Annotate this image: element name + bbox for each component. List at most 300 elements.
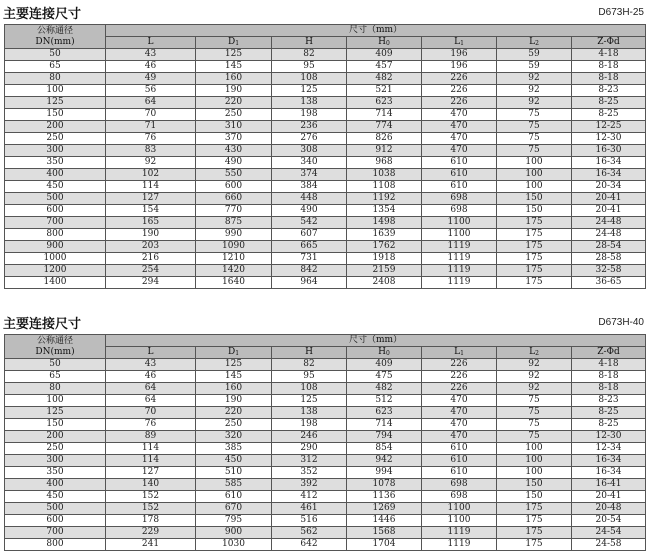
table-cell: 100 — [497, 443, 572, 455]
table-cell: 1119 — [422, 253, 497, 265]
column-header-letter: H — [378, 37, 387, 47]
table-cell: 250 — [196, 419, 272, 431]
table-cell: 795 — [196, 515, 272, 527]
table-cell: 610 — [422, 181, 497, 193]
table-cell: 226 — [422, 85, 497, 97]
dn-header-line2: DN(mm) — [35, 36, 75, 47]
table-cell: 964 — [272, 277, 347, 289]
table-cell: 145 — [196, 371, 272, 383]
table-cell: 8-25 — [572, 419, 646, 431]
table-cell: 448 — [272, 193, 347, 205]
table-cell: 100 — [497, 467, 572, 479]
table-cell: 114 — [106, 181, 196, 193]
table-cell: 216 — [106, 253, 196, 265]
table-cell: 842 — [272, 265, 347, 277]
table-row — [5, 407, 646, 419]
section-title: 主要连接尺寸 — [3, 317, 82, 332]
column-header-letter: H — [378, 347, 387, 357]
table-cell: 92 — [106, 157, 196, 169]
table-row — [5, 109, 646, 121]
column-header: Z-Φd — [572, 37, 646, 49]
table-cell: 190 — [106, 229, 196, 241]
table-cell: 152 — [106, 491, 196, 503]
table-row — [5, 479, 646, 491]
table-row — [5, 61, 646, 73]
table-cell: 1136 — [347, 491, 422, 503]
table-cell: 20-34 — [572, 181, 646, 193]
dn-cell: 50 — [5, 49, 106, 61]
table-cell: 92 — [497, 383, 572, 395]
column-header: L — [106, 37, 196, 49]
table-row — [5, 443, 646, 455]
dn-cell: 350 — [5, 467, 106, 479]
table-cell: 1119 — [422, 527, 497, 539]
model-code: D673H-40 — [598, 317, 644, 328]
column-header-subscript: 2 — [535, 350, 539, 357]
header-row — [5, 25, 646, 37]
table-cell: 196 — [422, 49, 497, 61]
table-row — [5, 395, 646, 407]
column-header — [196, 37, 272, 49]
dimension-header: 尺寸（mm） — [106, 335, 646, 347]
table-cell: 196 — [422, 61, 497, 73]
column-header-letter: L — [529, 347, 536, 357]
table-cell: 127 — [106, 193, 196, 205]
column-header — [497, 347, 572, 359]
table-cell: 990 — [196, 229, 272, 241]
table-cell: 470 — [422, 419, 497, 431]
table-cell: 20-41 — [572, 491, 646, 503]
table-row — [5, 539, 646, 551]
table-cell: 92 — [497, 73, 572, 85]
table-cell: 28-58 — [572, 253, 646, 265]
table-cell: 1100 — [422, 217, 497, 229]
table-cell: 46 — [106, 61, 196, 73]
table-cell: 190 — [196, 395, 272, 407]
table-cell: 16-30 — [572, 145, 646, 157]
table-cell: 826 — [347, 133, 422, 145]
table-cell: 76 — [106, 419, 196, 431]
table-row — [5, 229, 646, 241]
dn-cell: 900 — [5, 241, 106, 253]
column-header — [422, 37, 497, 49]
table-cell: 160 — [196, 383, 272, 395]
table-cell: 385 — [196, 443, 272, 455]
dn-cell: 1200 — [5, 265, 106, 277]
table-cell: 229 — [106, 527, 196, 539]
table-cell: 16-41 — [572, 479, 646, 491]
dn-cell: 800 — [5, 539, 106, 551]
table-cell: 28-54 — [572, 241, 646, 253]
table-cell: 20-41 — [572, 205, 646, 217]
table-cell: 152 — [106, 503, 196, 515]
table-cell: 1119 — [422, 539, 497, 551]
table-cell: 75 — [497, 407, 572, 419]
table-cell: 75 — [497, 395, 572, 407]
table-cell: 623 — [347, 97, 422, 109]
dn-cell: 100 — [5, 85, 106, 97]
table-cell: 392 — [272, 479, 347, 491]
table-row — [5, 383, 646, 395]
table-cell: 854 — [347, 443, 422, 455]
table-cell: 175 — [497, 277, 572, 289]
table-cell: 2408 — [347, 277, 422, 289]
dn-cell: 350 — [5, 157, 106, 169]
dn-cell: 200 — [5, 121, 106, 133]
table-cell: 138 — [272, 407, 347, 419]
table-cell: 482 — [347, 73, 422, 85]
table-cell: 175 — [497, 229, 572, 241]
dn-cell: 300 — [5, 145, 106, 157]
table-cell: 521 — [347, 85, 422, 97]
table-cell: 198 — [272, 109, 347, 121]
table-cell: 461 — [272, 503, 347, 515]
table-cell: 510 — [196, 467, 272, 479]
table-cell: 102 — [106, 169, 196, 181]
table-cell: 550 — [196, 169, 272, 181]
table-cell: 175 — [497, 217, 572, 229]
column-header — [422, 347, 497, 359]
table-row — [5, 371, 646, 383]
table-cell: 114 — [106, 443, 196, 455]
column-header-subscript: 1 — [235, 40, 240, 47]
table-cell: 175 — [497, 265, 572, 277]
dn-header-line1: 公称通径 — [36, 25, 73, 36]
table-row — [5, 121, 646, 133]
table-cell: 1446 — [347, 515, 422, 527]
dn-cell: 600 — [5, 515, 106, 527]
table-cell: 226 — [422, 359, 497, 371]
table-row — [5, 145, 646, 157]
table-cell: 470 — [422, 395, 497, 407]
table-cell: 1498 — [347, 217, 422, 229]
table-cell: 340 — [272, 157, 347, 169]
table-cell: 698 — [422, 491, 497, 503]
table-cell: 160 — [196, 73, 272, 85]
table-cell: 470 — [422, 431, 497, 443]
table-cell: 610 — [196, 491, 272, 503]
table-cell: 714 — [347, 109, 422, 121]
table-cell: 1119 — [422, 241, 497, 253]
table-cell: 8-25 — [572, 407, 646, 419]
dn-cell: 250 — [5, 133, 106, 145]
table-cell: 150 — [497, 193, 572, 205]
table-cell: 698 — [422, 205, 497, 217]
table-cell: 516 — [272, 515, 347, 527]
table-cell: 75 — [497, 431, 572, 443]
table-cell: 125 — [196, 49, 272, 61]
table-cell: 89 — [106, 431, 196, 443]
table-cell: 308 — [272, 145, 347, 157]
table-cell: 226 — [422, 383, 497, 395]
table-cell: 1192 — [347, 193, 422, 205]
table-cell: 731 — [272, 253, 347, 265]
table-row — [5, 157, 646, 169]
column-header-subscript: 2 — [535, 40, 539, 47]
table-cell: 12-30 — [572, 431, 646, 443]
table-cell: 125 — [272, 395, 347, 407]
table-cell: 154 — [106, 205, 196, 217]
table-cell: 352 — [272, 467, 347, 479]
table-cell: 24-48 — [572, 229, 646, 241]
table-cell: 470 — [422, 133, 497, 145]
table-cell: 12-34 — [572, 443, 646, 455]
table-cell: 92 — [497, 85, 572, 97]
column-header — [347, 347, 422, 359]
table-cell: 32-58 — [572, 265, 646, 277]
table-cell: 8-25 — [572, 109, 646, 121]
table-cell: 1090 — [196, 241, 272, 253]
table-cell: 71 — [106, 121, 196, 133]
table-cell: 125 — [272, 85, 347, 97]
table-cell: 294 — [106, 277, 196, 289]
column-header-subscript: 1 — [460, 350, 464, 357]
table-row — [5, 133, 646, 145]
column-header-letter: D — [227, 347, 236, 357]
dn-cell: 700 — [5, 527, 106, 539]
table-cell: 607 — [272, 229, 347, 241]
table-row — [5, 253, 646, 265]
table-cell: 670 — [196, 503, 272, 515]
table-cell: 8-25 — [572, 97, 646, 109]
table-cell: 1762 — [347, 241, 422, 253]
table-cell: 698 — [422, 193, 497, 205]
column-header-subscript: 0 — [386, 350, 390, 357]
table-cell: 226 — [422, 371, 497, 383]
table-cell: 125 — [196, 359, 272, 371]
table-cell: 100 — [497, 455, 572, 467]
model-code: D673H-25 — [598, 7, 644, 18]
dn-cell: 1400 — [5, 277, 106, 289]
table-cell: 24-58 — [572, 539, 646, 551]
table-cell: 875 — [196, 217, 272, 229]
table-row — [5, 467, 646, 479]
dn-cell: 400 — [5, 169, 106, 181]
table-cell: 8-18 — [572, 371, 646, 383]
table-cell: 95 — [272, 371, 347, 383]
table-cell: 59 — [497, 49, 572, 61]
column-header: Z-Φd — [572, 347, 646, 359]
table-cell: 900 — [196, 527, 272, 539]
table-cell: 475 — [347, 371, 422, 383]
table-row — [5, 241, 646, 253]
table-cell: 220 — [196, 97, 272, 109]
table-cell: 59 — [497, 61, 572, 73]
table-cell: 610 — [422, 157, 497, 169]
table-cell: 1108 — [347, 181, 422, 193]
table-cell: 470 — [422, 109, 497, 121]
header-row — [5, 335, 646, 347]
table-cell: 1030 — [196, 539, 272, 551]
column-header — [497, 37, 572, 49]
table-cell: 994 — [347, 467, 422, 479]
table-cell: 92 — [497, 97, 572, 109]
table-row — [5, 97, 646, 109]
table-row — [5, 359, 646, 371]
table-cell: 968 — [347, 157, 422, 169]
table-cell: 4-18 — [572, 359, 646, 371]
dn-cell: 1000 — [5, 253, 106, 265]
table-cell: 600 — [196, 181, 272, 193]
table-cell: 610 — [422, 443, 497, 455]
table-cell: 95 — [272, 61, 347, 73]
table-cell: 774 — [347, 121, 422, 133]
table-cell: 12-30 — [572, 133, 646, 145]
table-cell: 470 — [422, 121, 497, 133]
table-cell: 108 — [272, 73, 347, 85]
table-row — [5, 181, 646, 193]
table-cell: 412 — [272, 491, 347, 503]
table-row — [5, 515, 646, 527]
table-cell: 100 — [497, 181, 572, 193]
table-cell: 714 — [347, 419, 422, 431]
table-row — [5, 419, 646, 431]
table-cell: 138 — [272, 97, 347, 109]
table-cell: 1078 — [347, 479, 422, 491]
table-row — [5, 169, 646, 181]
column-header — [347, 37, 422, 49]
table-cell: 698 — [422, 479, 497, 491]
table-cell: 4-18 — [572, 49, 646, 61]
table-cell: 70 — [106, 109, 196, 121]
dn-header-line2: DN(mm) — [35, 346, 75, 357]
table-cell: 175 — [497, 539, 572, 551]
dn-cell: 800 — [5, 229, 106, 241]
table-cell: 542 — [272, 217, 347, 229]
table-cell: 145 — [196, 61, 272, 73]
table-cell: 241 — [106, 539, 196, 551]
table-cell: 8-18 — [572, 73, 646, 85]
table-cell: 12-25 — [572, 121, 646, 133]
table-row — [5, 217, 646, 229]
table-row — [5, 85, 646, 97]
table-cell: 140 — [106, 479, 196, 491]
dn-cell: 600 — [5, 205, 106, 217]
table-cell: 250 — [196, 109, 272, 121]
table-cell: 457 — [347, 61, 422, 73]
dn-cell: 400 — [5, 479, 106, 491]
table-cell: 64 — [106, 97, 196, 109]
table-cell: 36-65 — [572, 277, 646, 289]
table-cell: 450 — [196, 455, 272, 467]
table-cell: 912 — [347, 145, 422, 157]
table-cell: 1100 — [422, 515, 497, 527]
table-body — [5, 25, 646, 289]
table-cell: 226 — [422, 97, 497, 109]
table-row — [5, 73, 646, 85]
table-cell: 1704 — [347, 539, 422, 551]
table-cell: 610 — [422, 455, 497, 467]
table-cell: 320 — [196, 431, 272, 443]
table-cell: 562 — [272, 527, 347, 539]
table-cell: 20-48 — [572, 503, 646, 515]
table-cell: 370 — [196, 133, 272, 145]
table-cell: 178 — [106, 515, 196, 527]
table-cell: 100 — [497, 169, 572, 181]
table-cell: 82 — [272, 359, 347, 371]
table-row — [5, 277, 646, 289]
table-cell: 76 — [106, 133, 196, 145]
table-row — [5, 193, 646, 205]
table-cell: 83 — [106, 145, 196, 157]
table-cell: 1119 — [422, 277, 497, 289]
table-cell: 610 — [422, 467, 497, 479]
table-row — [5, 49, 646, 61]
column-header: L — [106, 347, 196, 359]
table-cell: 470 — [422, 145, 497, 157]
table-cell: 24-54 — [572, 527, 646, 539]
table-cell: 276 — [272, 133, 347, 145]
table-cell: 1354 — [347, 205, 422, 217]
table-cell: 70 — [106, 407, 196, 419]
table-cell: 75 — [497, 121, 572, 133]
table-row — [5, 265, 646, 277]
dn-header — [5, 25, 106, 49]
column-header-letter: D — [227, 37, 236, 47]
table-cell: 114 — [106, 455, 196, 467]
table-row — [5, 527, 646, 539]
table-cell: 75 — [497, 419, 572, 431]
column-header — [196, 347, 272, 359]
table-cell: 1568 — [347, 527, 422, 539]
table-cell: 175 — [497, 503, 572, 515]
table-cell: 610 — [422, 169, 497, 181]
table-cell: 226 — [422, 73, 497, 85]
table-row — [5, 455, 646, 467]
table-cell: 16-34 — [572, 169, 646, 181]
dn-cell: 65 — [5, 61, 106, 73]
column-header: H — [272, 347, 347, 359]
table-cell: 190 — [196, 85, 272, 97]
table-cell: 1269 — [347, 503, 422, 515]
table-cell: 490 — [272, 205, 347, 217]
table-cell: 8-23 — [572, 395, 646, 407]
table-cell: 64 — [106, 383, 196, 395]
table-cell: 150 — [497, 205, 572, 217]
table-cell: 1100 — [422, 229, 497, 241]
dn-header-line1: 公称通径 — [36, 335, 73, 346]
dn-cell: 450 — [5, 181, 106, 193]
table-cell: 20-54 — [572, 515, 646, 527]
column-header-subscript: 1 — [460, 40, 464, 47]
table-cell: 16-34 — [572, 467, 646, 479]
dn-cell: 100 — [5, 395, 106, 407]
dn-cell: 150 — [5, 419, 106, 431]
table-cell: 660 — [196, 193, 272, 205]
table-cell: 1100 — [422, 503, 497, 515]
table-cell: 92 — [497, 371, 572, 383]
table-cell: 236 — [272, 121, 347, 133]
dn-cell: 500 — [5, 193, 106, 205]
table-cell: 20-41 — [572, 193, 646, 205]
table-cell: 310 — [196, 121, 272, 133]
table-cell: 409 — [347, 49, 422, 61]
column-header-letter: L — [454, 347, 461, 357]
table-cell: 203 — [106, 241, 196, 253]
dn-cell: 125 — [5, 97, 106, 109]
table-cell: 56 — [106, 85, 196, 97]
dn-cell: 200 — [5, 431, 106, 443]
table-body — [5, 335, 646, 551]
table-cell: 198 — [272, 419, 347, 431]
table-cell: 175 — [497, 253, 572, 265]
table-cell: 43 — [106, 359, 196, 371]
table-cell: 623 — [347, 407, 422, 419]
table-cell: 1420 — [196, 265, 272, 277]
dimension-table — [4, 24, 646, 289]
table-cell: 150 — [497, 479, 572, 491]
dn-cell: 50 — [5, 359, 106, 371]
